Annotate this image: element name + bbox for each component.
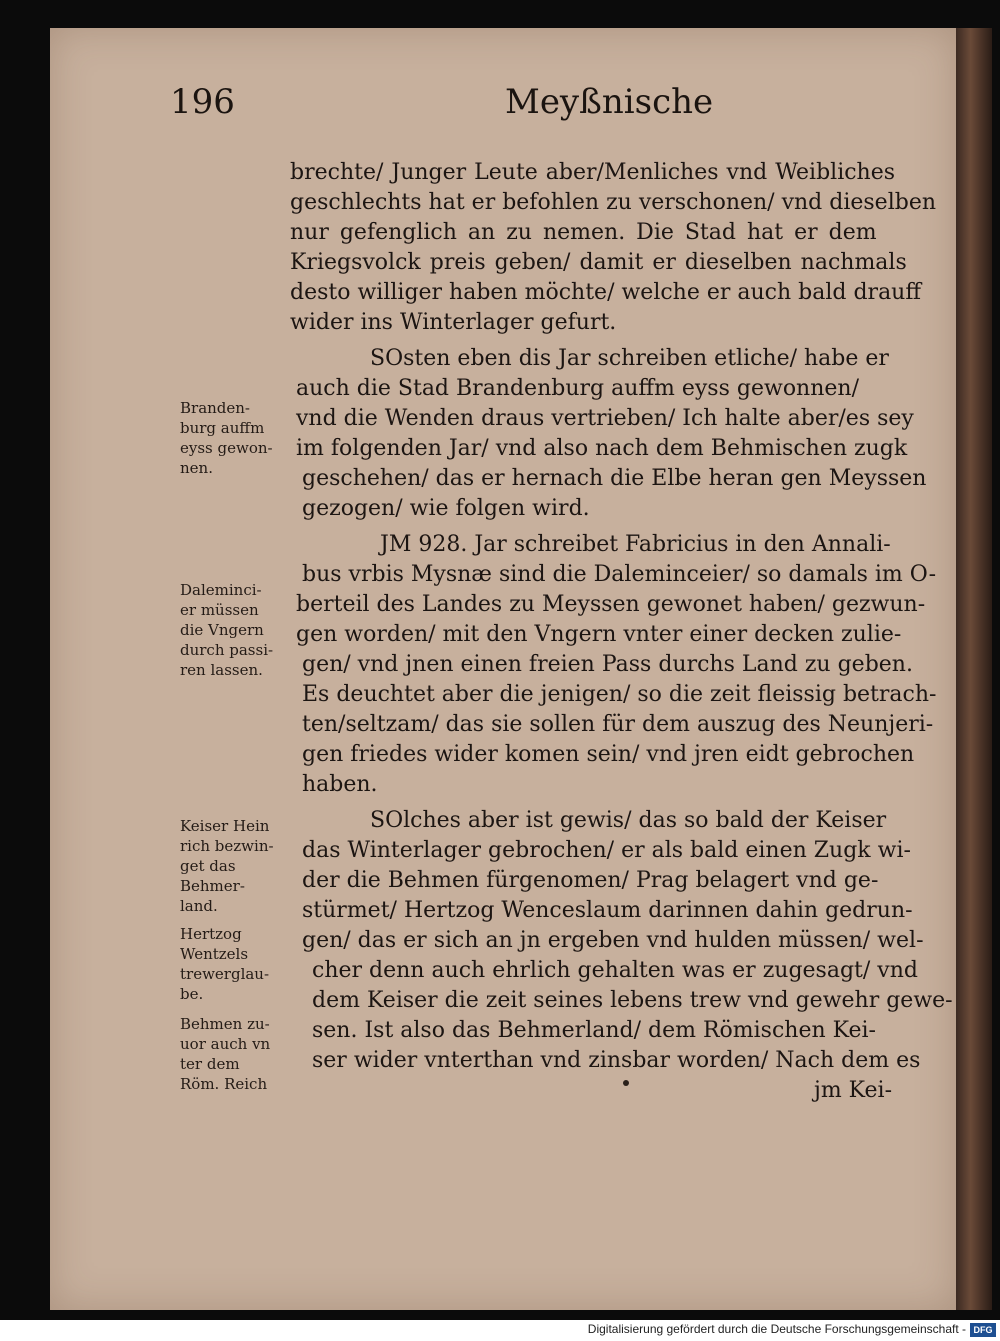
text-line: ser wider vnterthan vnd zinsbar worden/ Nach dem es [312,1048,921,1073]
text-line: im folgenden Jar/ vnd also nach dem Behmischen zugk [296,436,908,461]
text-line: gen worden/ mit den Vngern vnter einer decken zulie- [296,622,902,647]
book-edge [956,28,992,1310]
text-line: Es deuchtet aber die jenigen/ so die zeit fleissig betrach- [302,682,937,707]
text-line: gen/ das er sich an jn ergeben vnd hulden müssen/ wel- [302,928,924,953]
text-line: geschehen/ das er hernach die Elbe heran gen Meyssen [302,466,927,491]
text-line: desto williger haben möchte/ welche er auch bald drauff [290,280,921,305]
ink-speck [623,1080,629,1086]
text-line: auch die Stad Brandenburg auffm eyss gewonnen/ [296,376,859,401]
catchword: jm Kei- [814,1078,893,1103]
footer-bar [0,1320,1000,1341]
text-line: brechte/ Junger Leute aber/Menliches vnd Weibliches [290,160,896,185]
text-line: vnd die Wenden draus vertrieben/ Ich halte aber/es sey [296,406,914,431]
text-line: gen friedes wider komen sein/ vnd jren eidt gebrochen [302,742,915,767]
text-line: sen. Ist also das Behmerland/ dem Römischen Kei- [312,1018,876,1043]
text-line: das Winterlager gebrochen/ er als bald einen Zugk wi- [302,838,911,863]
text-line: geschlechts hat er befohlen zu verschonen/ vnd dieselben [290,190,937,215]
text-line: der die Behmen fürgenomen/ Prag belagert vnd ge- [302,868,879,893]
text-line: nur gefenglich an zu nemen. Die Stad hat er dem [290,220,877,245]
text-line: berteil des Landes zu Meyssen gewonet haben/ gezwun- [296,592,926,617]
margin-note: Keiser Hein rich bezwin- get das Behmer- land. [180,817,274,915]
text-line: bus vrbis Mysnæ sind die Daleminceier/ so damals im O- [302,562,937,587]
text-line: JM 928. Jar schreibet Fabricius in den Annali- [380,532,891,557]
text-line: gen/ vnd jnen einen freien Pass durchs Land zu geben. [302,652,913,677]
text-line: Kriegsvolck preis geben/ damit er dieselben nachmals [290,250,907,275]
text-line: SOlches aber ist gewis/ das so bald der Keiser [370,808,887,833]
text-line: wider ins Winterlager gefurt. [290,310,617,335]
text-line: dem Keiser die zeit seines lebens trew vnd gewehr gewe- [312,988,953,1013]
text-line: haben. [302,772,378,797]
page-number: 196 [170,82,235,122]
funding-credit: Digitalisierung gefördert durch die Deutsche Forschungsgemeinschaft - [587,1322,966,1336]
margin-note: Daleminci- er müssen die Vngern durch passi- ren lassen. [180,581,274,679]
margin-note: Hertzog Wentzels trewerglau- be. [180,925,270,1003]
text-line: ten/seltzam/ das sie sollen für dem auszug des Neunjeri- [302,712,934,737]
text-line: gezogen/ wie folgen wird. [302,496,590,521]
text-line: stürmet/ Hertzog Wenceslaum darinnen dahin gedrun- [302,898,913,923]
dfg-logo: DFG [970,1323,996,1337]
text-line: SOsten eben dis Jar schreiben etliche/ habe er [370,346,889,371]
margin-note: Branden- burg auffm eyss gewon- nen. [180,399,273,477]
running-title: Meyßnische [505,82,714,122]
text-line: cher denn auch ehrlich gehalten was er zugesagt/ vnd [312,958,918,983]
margin-note: Behmen zu- uor auch vn ter dem Röm. Reich [180,1015,271,1093]
